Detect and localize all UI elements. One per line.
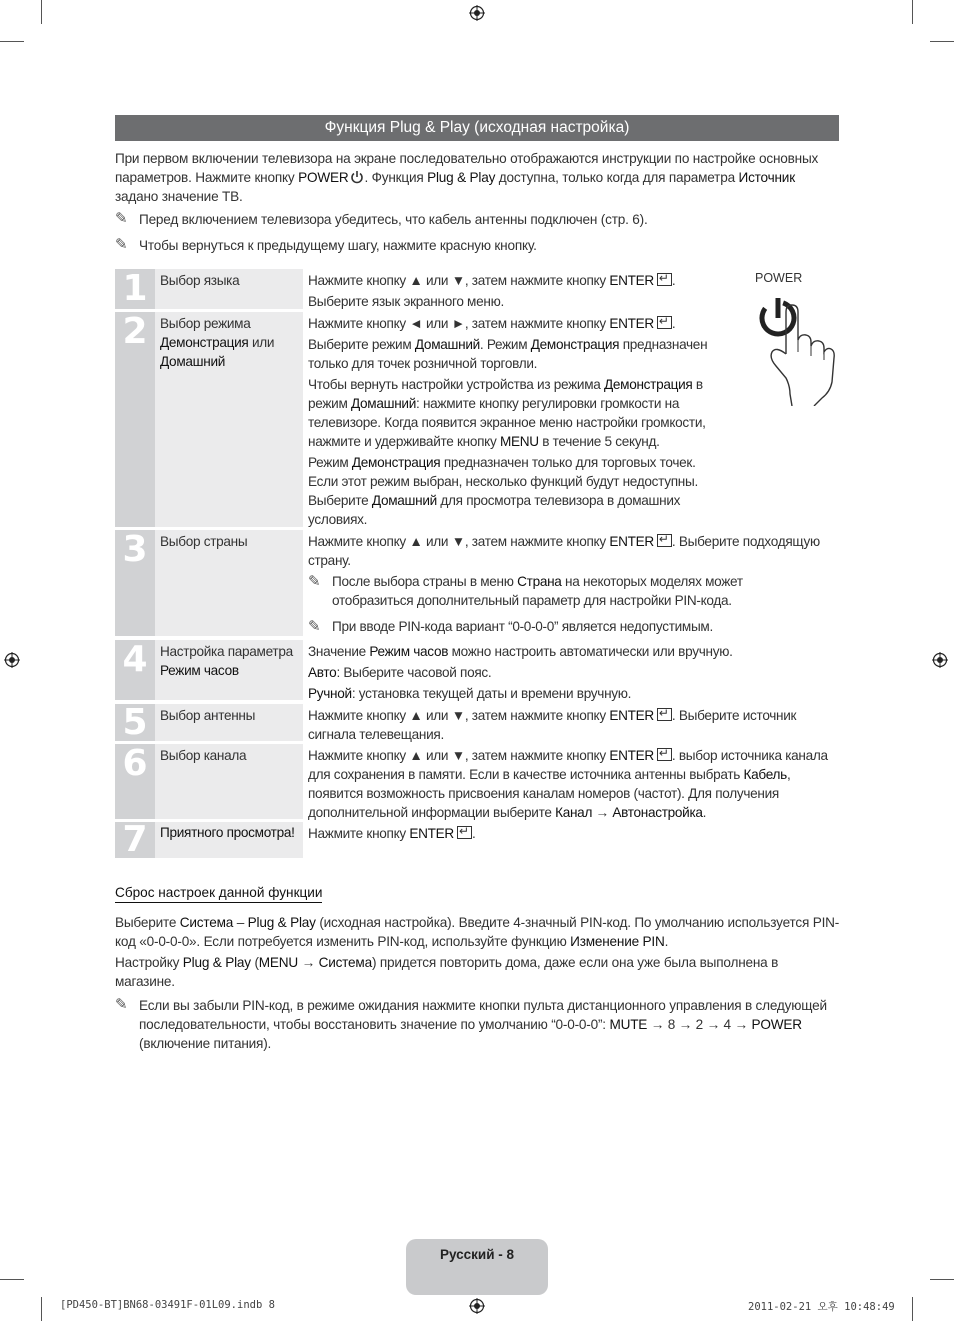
step-description: Значение Режим часов можно настроить автоматически или вручную. Авто: Выберите часовой пояс. Ручной: установка текущей даты и времени вручную.	[308, 644, 733, 701]
step-number: 4	[115, 640, 155, 700]
section-title: Функция Plug & Play (исходная настройка)	[115, 115, 839, 141]
crop-mark	[912, 0, 913, 24]
enter-icon	[657, 273, 672, 286]
note-back: ✎ Чтобы вернуться к предыдущему шагу, нажмите красную кнопку.	[115, 236, 537, 253]
step-label: Приятного просмотра!	[155, 822, 303, 858]
crop-mark	[0, 1279, 24, 1280]
step-row-2	[115, 312, 835, 527]
enter-icon	[457, 826, 472, 839]
registration-mark-icon	[932, 652, 948, 668]
page-number-tab: Русский - 8	[406, 1239, 548, 1295]
power-icon	[350, 170, 364, 184]
enter-icon	[657, 748, 672, 761]
crop-mark	[41, 1297, 42, 1321]
step-number: 2	[115, 312, 155, 527]
intro-paragraph: При первом включении телевизора на экране последовательно отображаются инструкции по настройке основных параметров. Нажмите кнопку POWER . Функция Plug & Play доступна, только когда для параметра Источник задано значение ТВ.	[115, 151, 819, 204]
registration-mark-icon	[4, 652, 20, 668]
print-slug-left: [PD450-BT]BN68-03491F-01L09.indb 8	[60, 1299, 275, 1311]
reset-heading: Сброс настроек данной функции	[115, 884, 322, 903]
step-label: Выбор канала	[155, 744, 303, 819]
step-description: Нажмите кнопку ▲ или ▼, затем нажмите кнопку ENTER↵ . Выберите подходящую страну. ✎ После выбора страны в меню Страна на некоторых моделях может отобразиться дополнительный параметр для настройки PIN-кода. ✎ При вводе PIN-кода вариант “0-0-0-0” является недопустимым.	[308, 530, 835, 640]
enter-icon	[657, 708, 672, 721]
step-number: 5	[115, 704, 155, 741]
note-pencil-icon: ✎	[115, 210, 128, 227]
step-number: 3	[115, 530, 155, 636]
enter-icon	[657, 534, 672, 547]
step-row-1	[115, 269, 835, 309]
step-description: Нажмите кнопку ▲ или ▼, затем нажмите кнопку ENTER↵ . Выберите язык экранного меню.	[308, 269, 748, 315]
step-number: 6	[115, 744, 155, 819]
crop-mark	[0, 41, 24, 42]
registration-mark-icon	[469, 5, 485, 21]
note-pencil-icon: ✎	[308, 573, 321, 590]
power-button-label: POWER	[755, 271, 803, 285]
step-label: Выбор антенны	[155, 704, 303, 741]
reset-paragraph-2: Настройку Plug & Play (MENU → Система) придется повторить дома, даже если она уже была выполнена в магазине.	[115, 955, 779, 989]
crop-mark	[912, 1297, 913, 1321]
step-row-6	[115, 744, 835, 819]
note-pencil-icon: ✎	[308, 618, 321, 635]
enter-icon	[657, 316, 672, 329]
step-label: Выбор языка	[155, 269, 303, 309]
step-number: 7	[115, 822, 155, 858]
step-description: Нажмите кнопку ▲ или ▼, затем нажмите кнопку ENTER↵ . выбор источника канала для сохранения в памяти. Если в качестве источника антенны выбрать Кабель, появится возможность присвоения каналам номеров (частот). Для получения дополнительной информации выберите Канал → Автонастройка.	[308, 744, 835, 826]
registration-mark-icon	[469, 1298, 485, 1314]
step-row-4	[115, 640, 835, 700]
step-row-7	[115, 819, 835, 860]
print-slug-right: 2011-02-21 오후 10:48:49	[748, 1301, 895, 1313]
step-label: Выбор страны	[155, 530, 303, 636]
step-label: Выбор режима Демонстрация или Домашний	[155, 312, 303, 527]
step-row-3	[115, 530, 835, 636]
step-description: Нажмите кнопку ▲ или ▼, затем нажмите кнопку ENTER↵ . Выберите источник сигнала телевещания.	[308, 704, 835, 748]
note-pencil-icon: ✎	[115, 996, 128, 1013]
step-row-5	[115, 704, 835, 741]
crop-mark	[41, 0, 42, 24]
reset-paragraph-1: Выберите Система – Plug & Play (исходная настройка). Введите 4-значный PIN-код. По умолчанию используется PIN-код «0-0-0-0». Если потребуется изменить PIN-код, используйте функцию Изменение PIN.	[115, 915, 840, 949]
reset-note: ✎ Если вы забыли PIN-код, в режиме ожидания нажмите кнопки пульта дистанционного управления в следующей последовательности, чтобы восстановить значение по умолчанию “0-0-0-0”: MUTE → 8 → 2 → 4 → POWER (включение питания).	[115, 996, 827, 1051]
step-number: 1	[115, 269, 155, 309]
crop-mark	[930, 41, 954, 42]
note-antenna: ✎ Перед включением телевизора убедитесь, что кабель антенны подключен (стр. 6).	[115, 210, 648, 227]
step-description: Нажмите кнопку ◄ или ►, затем нажмите кнопку ENTER↵ . Выберите режим Домашний. Режим Демонстрация предназначен только для точек розничной торговли. Чтобы вернуть настройки устройства из режима Демонстрация в режим Домашний: нажмите кнопку регулировки громкости на телевизоре. Когда появится экранное меню настройки громкости, нажмите и удерживайте кнопку MENU в течение 5 секунд. Режим Демонстрация предназначен только для торговых точек. Если этот режим выбран, несколько функций будут недоступны. Выберите Домашний для просмотра телевизора в домашних условиях.	[308, 312, 726, 533]
crop-mark	[930, 1279, 954, 1280]
step-label: Настройка параметра Режим часов	[155, 640, 303, 700]
note-pencil-icon: ✎	[115, 236, 128, 253]
step-description: Нажмите кнопку ENTER↵ .	[308, 822, 835, 847]
